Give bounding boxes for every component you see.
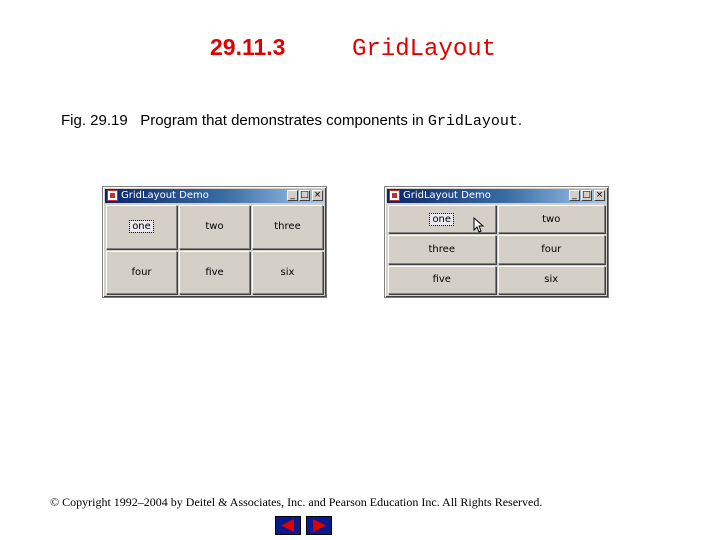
window-titlebar[interactable] (105, 189, 324, 203)
next-slide-button[interactable] (306, 516, 332, 535)
window-title: GridLayout Demo (403, 190, 491, 201)
java-app-icon (389, 190, 400, 201)
button-one[interactable]: one (388, 205, 496, 233)
window-titlebar[interactable] (387, 189, 606, 203)
caption-suffix: . (517, 112, 523, 129)
maximize-button[interactable]: □ (300, 190, 309, 200)
button-four[interactable]: four (498, 235, 606, 263)
button-four[interactable]: four (106, 251, 177, 295)
figure-caption (61, 112, 522, 130)
close-button[interactable]: × (595, 190, 604, 200)
mouse-cursor-icon (473, 217, 485, 233)
button-six[interactable]: six (498, 266, 606, 294)
close-button[interactable]: × (313, 190, 322, 200)
button-grid (106, 205, 323, 294)
java-app-icon (107, 190, 118, 201)
caption-code: GridLayout (427, 113, 518, 130)
copyright-footer: © Copyright 1992–2004 by Deitel & Associates, Inc. and Pearson Education Inc. All Rights Reserved. (50, 495, 543, 509)
button-three[interactable]: three (388, 235, 496, 263)
maximize-button[interactable]: □ (582, 190, 591, 200)
section-number: 29.11.3 (210, 34, 286, 60)
window-gridlayout-3x2 (384, 186, 609, 298)
minimize-button[interactable]: _ (569, 190, 580, 201)
left-arrow-icon (276, 517, 300, 534)
window-title: GridLayout Demo (121, 190, 209, 201)
button-five[interactable]: five (179, 251, 250, 295)
button-five[interactable]: five (388, 266, 496, 294)
minimize-button[interactable]: _ (287, 190, 298, 201)
caption-text: Fig. 29.19 Program that demonstrates components in (61, 112, 428, 129)
button-two[interactable]: two (179, 205, 250, 249)
previous-slide-button[interactable] (275, 516, 301, 535)
button-six[interactable]: six (252, 251, 323, 295)
right-arrow-icon (307, 517, 331, 534)
button-three[interactable]: three (252, 205, 323, 249)
slide-title (0, 32, 720, 72)
button-two[interactable]: two (498, 205, 606, 233)
button-one[interactable]: one (106, 205, 177, 249)
section-name: GridLayout (352, 36, 497, 63)
window-gridlayout-2x3 (102, 186, 327, 298)
button-grid (388, 205, 605, 294)
